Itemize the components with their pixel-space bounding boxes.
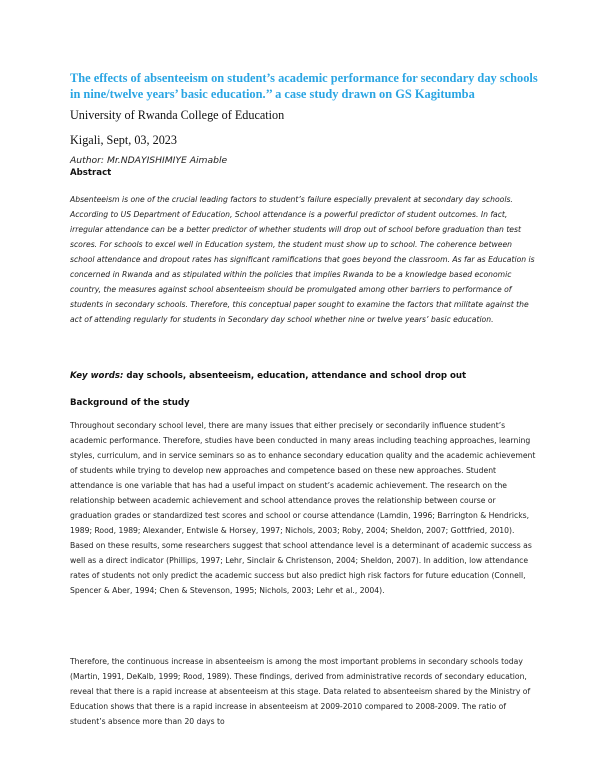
background-paragraph-2: Therefore, the continuous increase in absenteeism is among the most important problems in secondary schools today (Martin, 1991, DeKalb, 1999; Rood, 1989). These findings, derived from administrative records of secondary education, reveal that there is a rapid increase at absenteeism at this stage. Data related to absenteeism shared by the Ministry of Education shows that there is a rapid increase in absenteeism at 2009-2010 compared to 2008-2009. The ratio of student’s absence more than 20 days to [70, 657, 531, 726]
abstract-heading: Abstract [70, 168, 112, 178]
keywords-label: Key words: [70, 371, 124, 381]
keywords-line [70, 371, 466, 381]
background-paragraph-1: Throughout secondary school level, there are many issues that either precisely or secondarily influence student’s academic performance. Therefore, studies have been conducted in many areas including teaching approaches, learning styles, curriculum, and in service seminars so as to enhance secondary education quality and the academic achievement of students while trying to develop new approaches and competence based on these new approaches. Student attendance is one variable that has had a useful impact on student’s academic achievement. The research on the relationship between academic achievement and school attendance proves the relationship between course or graduation grades or standardized test scores and school or course attendance (Lamdin, 1996; Barrington & Hendricks, 1989; Rood, 1989; Alexander, Entwisle & Horsey, 1997; Nichols, 2003; Roby, 2004; Sheldon, 2007; Gottfried, 2010). Based on these results, some researchers suggest that school attendance level is a determinant of academic success as well as a direct indicator (Phillips, 1997; Lehr, Sinclair & Christenson, 2004; Sheldon, 2007). In addition, low attendance rates of students not only predict the academic success but also predict high risk factors for future education (Connell, Spencer & Aber, 1994; Chen & Stevenson, 1995; Nichols, 2003; Lehr et al., 2004). [70, 421, 536, 595]
background-heading: Background of the study [70, 398, 190, 408]
abstract-text: Absenteeism is one of the crucial leading factors to student’s failure especially prevalent at secondary day schools. According to US Department of Education, School attendance is a powerful predictor of student outcomes. In fact, irregular attendance can be a better predictor of whether students will drop out of school before graduation than test scores. For schools to excel well in Education system, the student must show up to school. The coherence between school attendance and dropout rates has significant ramifications that goes beyond the classroom. As far as Education is concerned in Rwanda and as stipulated within the policies that implies Rwanda to be a knowledge based economic country, the measures against school absenteeism should be promulgated among other barriers to performance of students in secondary schools. Therefore, this conceptual paper sought to examine the factors that militate against the act of attending regularly for students in Secondary day school whether nine or twelve years’ basic education. [70, 195, 535, 324]
author-line: Author: Mr.NDAYISHIMIYE Aimable [70, 155, 228, 166]
affiliation: University of Rwanda College of Education [70, 108, 285, 122]
keywords-text: day schools, absenteeism, education, attendance and school drop out [123, 371, 467, 381]
paper-title: The effects of absenteeism on student’s academic performance for secondary day schools in nine/twelve years’ basic education.’’ a case study drawn on GS Kagitumba [70, 71, 538, 101]
place-date: Kigali, Sept, 03, 2023 [70, 133, 177, 147]
